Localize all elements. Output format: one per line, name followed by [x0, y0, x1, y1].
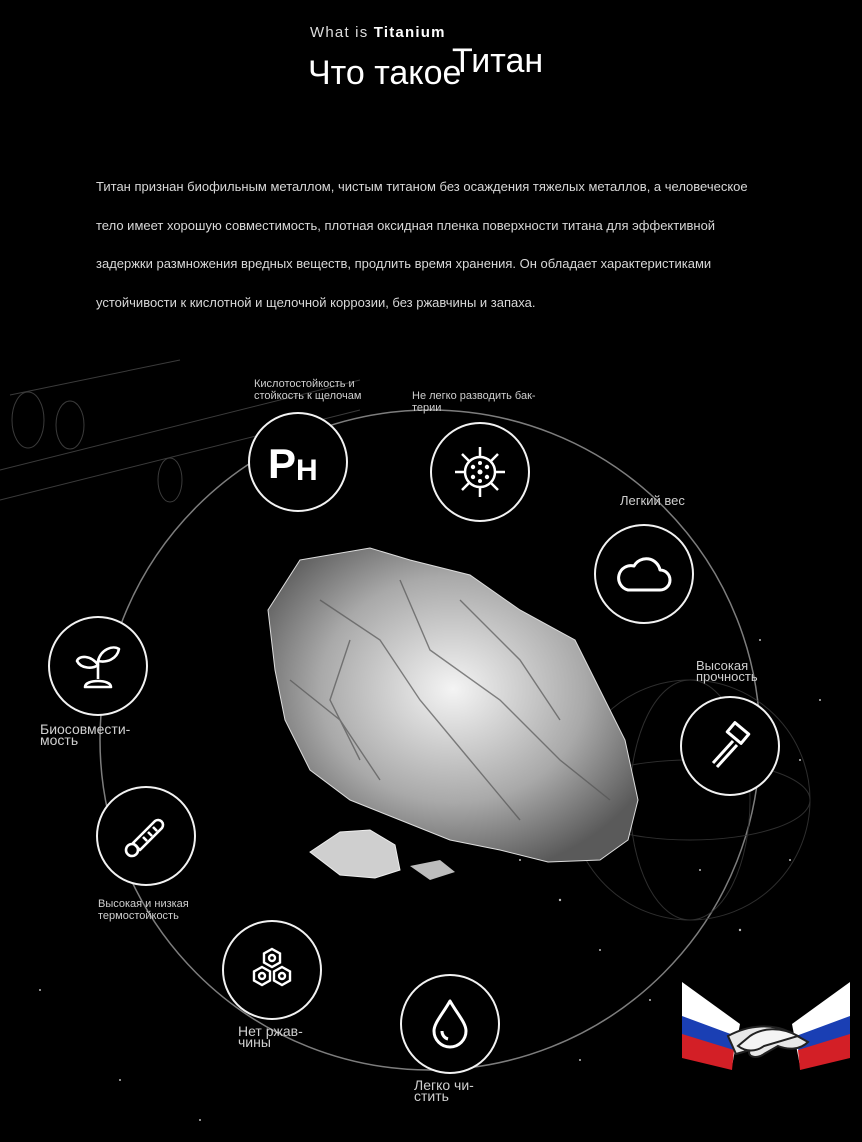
- feature-label-antibacterial: Не легко разводить бак- терии: [412, 390, 536, 414]
- feature-thermal-resistance: [96, 786, 196, 886]
- feature-easy-clean: [400, 974, 500, 1074]
- feature-antibacterial: [430, 422, 530, 522]
- svg-text:P: P: [268, 440, 297, 484]
- feature-lightweight: [594, 524, 694, 624]
- feature-label-easy-clean: Легко чи- стить: [414, 1077, 474, 1104]
- feature-acid-resistance: [248, 412, 348, 512]
- svg-text:H: H: [296, 454, 318, 484]
- ph-icon: [266, 440, 330, 484]
- feature-label-acid: Кислотостойкость и стойкость к щелочам: [254, 378, 362, 402]
- virus-icon: [451, 443, 509, 501]
- feature-no-rust: [222, 920, 322, 1020]
- feature-biocompatibility: [48, 616, 148, 716]
- description-paragraph: Титан признан биофильным металлом, чистым титаном без осаждения тяжелых металлов, а человеческое тело имеет хорошую совместимость, плотная оксидная пленка поверхности титана для эффективной задержки размножения вредных веществ, продлить время хранения. Он обладает характеристиками устойчивости к кислотной и щелочной коррозии, без ржавчины и запаха.: [96, 179, 748, 310]
- water-drop-icon: [428, 997, 472, 1051]
- plant-icon: [71, 639, 125, 693]
- feature-label-thermal: Высокая и низкая термостойкость: [98, 898, 189, 922]
- feature-label-strength: Высокая прочность: [696, 658, 758, 684]
- feature-label-no-rust: Нет ржав- чины: [238, 1023, 303, 1050]
- feature-label-lightweight: Легкий вес: [620, 493, 685, 508]
- handshake-flag-logo: [680, 980, 852, 1090]
- titanium-rock: [268, 548, 638, 880]
- feature-high-strength: [680, 696, 780, 796]
- hammer-icon: [705, 721, 755, 771]
- cloud-icon: [614, 552, 674, 596]
- feature-label-biocompat: Биосовмести- мость: [40, 721, 131, 748]
- english-title: What is Titanium: [310, 24, 446, 41]
- thermometer-icon: [119, 809, 173, 863]
- hexagons-icon: [246, 945, 298, 995]
- russian-title-part2: Титан: [452, 42, 544, 80]
- russian-title-part1: Что такое: [308, 54, 462, 92]
